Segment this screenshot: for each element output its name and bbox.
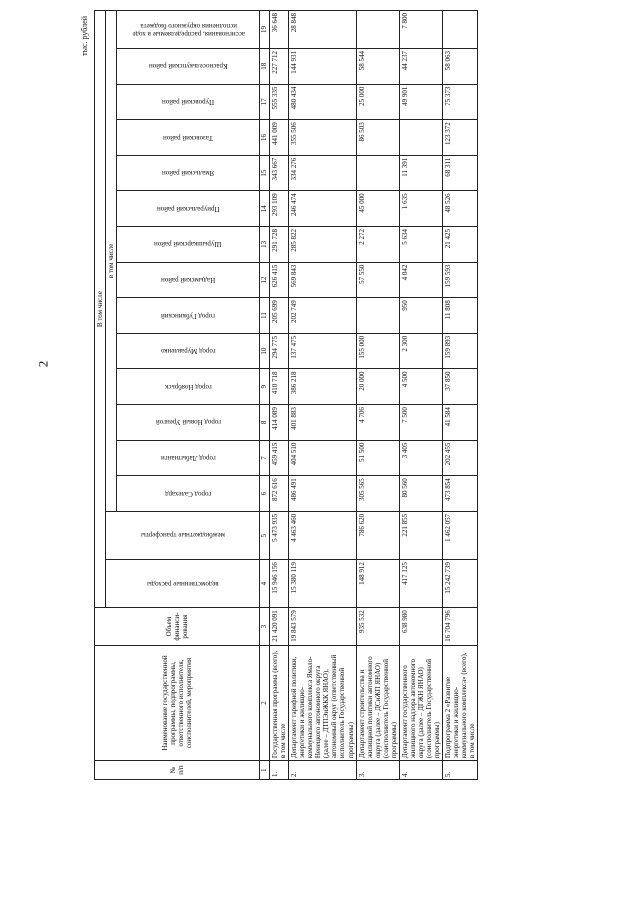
value-cell: 285 822 bbox=[289, 227, 356, 263]
value-cell: 68 311 bbox=[443, 155, 478, 191]
value-cell bbox=[356, 155, 399, 191]
value-cell: 2 300 bbox=[399, 333, 442, 369]
header-name: Наименование государственной программы, подпрограммы, ответственного исполнителя, соисполнителей, мероприятия bbox=[95, 645, 260, 760]
column-number: 1 bbox=[260, 761, 270, 780]
row-name: Департамент тарифной политики, энергетики и жилищно-коммунального комплекса Ямало-Ненецкого автономного округа (далее – ДТПЭиЖКК ЯНАО), автономный округ (ответственный исполнитель Государственной программы) bbox=[289, 645, 356, 760]
value-cell: 404 510 bbox=[289, 440, 356, 476]
value-cell: 148 912 bbox=[356, 560, 399, 608]
value-cell: 935 532 bbox=[356, 608, 399, 646]
value-cell: 25 000 bbox=[356, 84, 399, 120]
value-cell: 227 712 bbox=[270, 48, 289, 84]
column-number: 7 bbox=[260, 440, 270, 476]
header-departmental: ведомственные расходы bbox=[106, 560, 260, 608]
value-cell: 3 405 bbox=[399, 440, 442, 476]
value-cell: 294 775 bbox=[270, 333, 289, 369]
value-cell: 15 946 156 bbox=[270, 560, 289, 608]
value-cell: 291 728 bbox=[270, 227, 289, 263]
column-number: 15 bbox=[260, 155, 270, 191]
header-interbudget: межбюджетные трансферты bbox=[106, 511, 260, 559]
column-number: 11 bbox=[260, 298, 270, 334]
table-row bbox=[399, 11, 442, 780]
header-district: город Губкинский bbox=[117, 298, 260, 334]
value-cell: 786 620 bbox=[356, 511, 399, 559]
value-cell: 21 420 091 bbox=[270, 608, 289, 646]
row-name: Департамент государственного жилищного надзора автономного округа (далее – ДГЖН ЯНАО) (соисполнитель Государственной программы) bbox=[399, 645, 442, 760]
column-number: 3 bbox=[260, 608, 270, 646]
column-number: 5 bbox=[260, 511, 270, 559]
value-cell: 7 800 bbox=[399, 11, 442, 49]
header-district: город Новый Уренгой bbox=[117, 405, 260, 441]
column-number: 17 bbox=[260, 84, 270, 120]
value-cell: 57 550 bbox=[356, 262, 399, 298]
row-number: 4. bbox=[399, 761, 442, 780]
value-cell: 1 462 057 bbox=[443, 511, 478, 559]
value-cell: 7 500 bbox=[399, 405, 442, 441]
row-name: Подпрограмма 2 «Развитие энергетики и жилищно-коммунального комплекса» (всего), в том числе bbox=[443, 645, 478, 760]
value-cell: 417 125 bbox=[399, 560, 442, 608]
value-cell: 246 474 bbox=[289, 191, 356, 227]
value-cell: 569 843 bbox=[289, 262, 356, 298]
column-number: 13 bbox=[260, 227, 270, 263]
value-cell: 48 526 bbox=[443, 191, 478, 227]
value-cell: 386 218 bbox=[289, 369, 356, 405]
value-cell: 355 506 bbox=[289, 120, 356, 156]
value-cell: 15 380 119 bbox=[289, 560, 356, 608]
value-cell: 44 237 bbox=[399, 48, 442, 84]
units-label: тыс. рублей bbox=[80, 16, 89, 56]
value-cell: 202 749 bbox=[289, 298, 356, 334]
value-cell: 205 699 bbox=[270, 298, 289, 334]
value-cell: 5 634 bbox=[399, 227, 442, 263]
table-row bbox=[356, 11, 399, 780]
value-cell: 11 391 bbox=[399, 155, 442, 191]
row-number: 3. bbox=[356, 761, 399, 780]
header-no: № п/п bbox=[95, 761, 260, 780]
header-district: Шурышкарский район bbox=[117, 227, 260, 263]
value-cell: 1 635 bbox=[399, 191, 442, 227]
value-cell: 41 584 bbox=[443, 405, 478, 441]
value-cell: 2 272 bbox=[356, 227, 399, 263]
value-cell: 638 980 bbox=[399, 608, 442, 646]
value-cell: 144 931 bbox=[289, 48, 356, 84]
column-number: 10 bbox=[260, 333, 270, 369]
value-cell: 80 560 bbox=[399, 476, 442, 512]
header-district: Красноселькупский район bbox=[117, 48, 260, 84]
value-cell bbox=[356, 11, 399, 49]
table-row bbox=[289, 11, 356, 780]
value-cell: 155 000 bbox=[356, 333, 399, 369]
column-number: 8 bbox=[260, 405, 270, 441]
column-number: 4 bbox=[260, 560, 270, 608]
header-volume: Объем финанси-рования bbox=[95, 608, 260, 646]
value-cell bbox=[399, 120, 442, 156]
value-cell: 137 475 bbox=[289, 333, 356, 369]
header-district: ассигнования, распределяемые в ходе исполнения окружного бюджета bbox=[117, 11, 260, 49]
header-in-total: В том числе bbox=[95, 11, 106, 608]
value-cell: 19 843 579 bbox=[289, 608, 356, 646]
budget-table bbox=[94, 10, 478, 780]
value-cell: 45 000 bbox=[356, 191, 399, 227]
header-district: Пуровский район bbox=[117, 84, 260, 120]
value-cell: 305 565 bbox=[356, 476, 399, 512]
value-cell: 872 616 bbox=[270, 476, 289, 512]
column-number: 19 bbox=[260, 11, 270, 49]
value-cell: 58 544 bbox=[356, 48, 399, 84]
column-number: 6 bbox=[260, 476, 270, 512]
value-cell: 555 335 bbox=[270, 84, 289, 120]
value-cell: 473 854 bbox=[443, 476, 478, 512]
header-district: город Муравленко bbox=[117, 333, 260, 369]
value-cell: 4 706 bbox=[356, 405, 399, 441]
value-cell: 4 463 460 bbox=[289, 511, 356, 559]
column-number: 18 bbox=[260, 48, 270, 84]
value-cell: 58 063 bbox=[443, 48, 478, 84]
value-cell: 159 893 bbox=[443, 333, 478, 369]
row-number: 5. bbox=[443, 761, 478, 780]
value-cell: 626 415 bbox=[270, 262, 289, 298]
value-cell: 343 667 bbox=[270, 155, 289, 191]
value-cell: 480 434 bbox=[289, 84, 356, 120]
value-cell: 4 500 bbox=[399, 369, 442, 405]
value-cell: 202 455 bbox=[443, 440, 478, 476]
value-cell: 36 648 bbox=[270, 11, 289, 49]
value-cell: 123 372 bbox=[443, 120, 478, 156]
column-number: 12 bbox=[260, 262, 270, 298]
value-cell: 950 bbox=[399, 298, 442, 334]
value-cell: 75 373 bbox=[443, 84, 478, 120]
column-number: 9 bbox=[260, 369, 270, 405]
value-cell: 5 473 935 bbox=[270, 511, 289, 559]
value-cell: 16 704 796 bbox=[443, 608, 478, 646]
page-number: 2 bbox=[35, 360, 51, 368]
rotated-table-container bbox=[80, 10, 634, 780]
value-cell: 15 242 739 bbox=[443, 560, 478, 608]
value-cell: 4 042 bbox=[399, 262, 442, 298]
value-cell bbox=[443, 11, 478, 49]
table-row bbox=[443, 11, 478, 780]
value-cell: 86 503 bbox=[356, 120, 399, 156]
value-cell: 293 109 bbox=[270, 191, 289, 227]
row-number: 2. bbox=[289, 761, 356, 780]
value-cell: 20 000 bbox=[356, 369, 399, 405]
value-cell: 51 500 bbox=[356, 440, 399, 476]
header-district: Тазовский район bbox=[117, 120, 260, 156]
value-cell: 414 089 bbox=[270, 405, 289, 441]
value-cell: 159 593 bbox=[443, 262, 478, 298]
column-number: 2 bbox=[260, 645, 270, 760]
row-name: Департамент строительства и жилищной политики автономного округа (далее – ДСиЖП ЯНАО) (соисполнитель Государственной программы) bbox=[356, 645, 399, 760]
row-number: 1. bbox=[270, 761, 289, 780]
table-row bbox=[270, 11, 289, 780]
value-cell: 221 855 bbox=[399, 511, 442, 559]
header-district: Надымский район bbox=[117, 262, 260, 298]
value-cell bbox=[356, 298, 399, 334]
value-cell: 49 901 bbox=[399, 84, 442, 120]
value-cell: 441 009 bbox=[270, 120, 289, 156]
value-cell: 410 718 bbox=[270, 369, 289, 405]
value-cell: 486 491 bbox=[289, 476, 356, 512]
header-district: город Салехард bbox=[117, 476, 260, 512]
value-cell: 11 808 bbox=[443, 298, 478, 334]
column-number: 16 bbox=[260, 120, 270, 156]
row-name: Государственная программа (всего), в том числе bbox=[270, 645, 289, 760]
value-cell: 21 425 bbox=[443, 227, 478, 263]
value-cell: 334 276 bbox=[289, 155, 356, 191]
header-of-which: в том числе bbox=[106, 11, 117, 512]
column-number: 14 bbox=[260, 191, 270, 227]
value-cell: 28 848 bbox=[289, 11, 356, 49]
value-cell: 37 850 bbox=[443, 369, 478, 405]
header-district: город Ноябрьск bbox=[117, 369, 260, 405]
header-district: город Лабытнанги bbox=[117, 440, 260, 476]
value-cell: 401 883 bbox=[289, 405, 356, 441]
header-district: Ямальский район bbox=[117, 155, 260, 191]
value-cell: 459 415 bbox=[270, 440, 289, 476]
header-district: Приуральский район bbox=[117, 191, 260, 227]
